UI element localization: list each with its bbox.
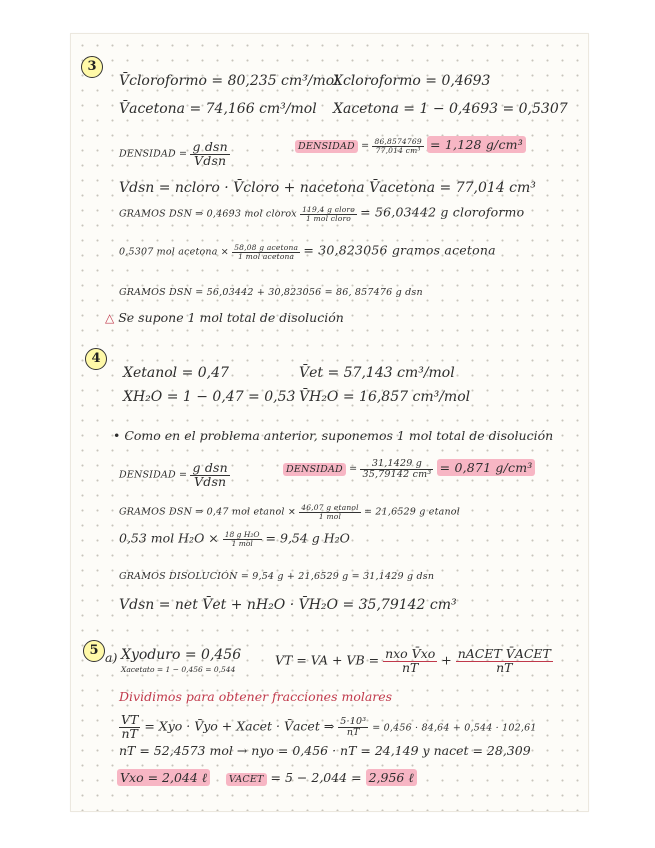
p5-x-acetato: Xacetato = 1 − 0,456 = 0,544 (121, 665, 236, 674)
p5-divide-note: Dividimos para obtener fracciones molares (119, 689, 393, 704)
p3-x-acetona: Xacetona = 1 − 0,4693 = 0,5307 (333, 101, 568, 117)
p4-gramos-total: GRAMOS DISOLUCIÓN = 9,54 g + 21,6529 g = 31,1429 g dsn (119, 571, 435, 582)
p5-vt-equation: VT = VA + VB = $\frac{\text{nxo V̄xo}}{nT}$ + $\frac{\text{nACET V̄ACET}}{nT}$ (275, 646, 551, 675)
problem-4-number: 4 (85, 348, 107, 370)
p3-density-result: DENSIDAD = $\frac{86,8574769}{\text{77,014 cm³}}$ = 1,128 g/cm³ (295, 138, 526, 154)
p3-gramos-cloroformo: GRAMOS DSN ⇒ 0,4693 mol clorox $\frac{\text{119,4 g cloro}}{\text{1 mol cloro}}$ = 56,03442 g cloroformo (119, 204, 525, 223)
p3-density-fraction: $\frac{\text{g dsn}}{\text{Vdsn}}$ (192, 139, 228, 168)
p5-molar-volume-eq: $\frac{VT}{nT}$ = Xyo · V̄yo + Xacet · V̄acet ⇒ $\frac{\text{5·10³}}{nT}$ = 0,456 · 84,64 + 0,544 · 102,61 (121, 712, 537, 741)
problem-5-number: 5 (83, 640, 105, 662)
p4-density-final-highlight: = 0,871 g/cm³ (437, 459, 536, 476)
p3-v-acetona: V̄acetona = 74,166 cm³/mol (119, 101, 317, 117)
p3-gramos-acetona: 0,5307 mol acetona × $\frac{\text{58,08 g acetona}}{\text{1 mol acetona}}$ = 30,823056 gramos acetona (119, 242, 496, 261)
p4-density-label-highlight: DENSIDAD (283, 463, 346, 476)
p4-v-h2o: V̄H₂O = 16,857 cm³/mol (299, 389, 471, 405)
p3-v-cloroformo: V̄cloroformo = 80,235 cm³/mol (119, 73, 339, 89)
problem-3-number: 3 (81, 56, 103, 78)
p3-gramos-total: GRAMOS DSN = 56,03442 + 30,823056 = 86, 857476 g dsn (119, 287, 423, 298)
p4-vdsn: Vdsn = net V̄et + nH₂O · V̄H₂O = 35,79142 cm³ (119, 597, 457, 613)
p3-vdsn: Vdsn = ncloro · V̄cloro + nacetona V̄acetona = 77,014 cm³ (119, 180, 536, 196)
p5-vacet-result-highlight: 2,956 ℓ (366, 769, 417, 786)
p4-density-formula: DENSIDAD = $\frac{\text{g dsn}}{\text{Vdsn}}$ (119, 460, 228, 489)
p4-gramos-etanol: GRAMOS DSN ⇒ 0,47 mol etanol × $\frac{\text{46,07 g etanol}}{\text{1 mol}}$ = 21,6529 g etanol (119, 503, 460, 521)
p4-v-etanol: V̄et = 57,143 cm³/mol (299, 365, 455, 381)
p3-density-value-fraction: $\frac{86,8574769}{\text{77,014 cm³}}$ (374, 137, 422, 155)
p5-vacet-label-highlight: VACET (226, 773, 267, 786)
p4-gramos-h2o: 0,53 mol H₂O × $\frac{\text{18 g H₂O}}{\text{1 mol}}$ = 9,54 g H₂O (119, 530, 350, 548)
p4-density-result: DENSIDAD = $\frac{31,1429 g}{\text{35,79142 cm³}}$ = 0,871 g/cm³ (283, 459, 535, 479)
p3-x-cloroformo: Xcloroformo = 0,4693 (333, 73, 491, 89)
p5-item-label: a) (105, 650, 118, 665)
p3-note: △ Se supone 1 mol total de disolución (105, 310, 344, 325)
notebook-page (70, 33, 589, 812)
p5-x-yoduro: Xyoduro = 0,456 (121, 647, 242, 663)
p5-moles: nT = 52,4573 mol → nyo = 0,456 · nT = 24,149 y nacet = 28,309 (119, 743, 531, 758)
p4-x-etanol: Xetanol = 0,47 (123, 365, 229, 381)
p5-results: Vxo = 2,044 ℓ VACET = 5 − 2,044 = 2,956 ℓ (117, 772, 417, 785)
p5-vxo-highlight: Vxo = 2,044 ℓ (117, 769, 210, 786)
p3-density-label-highlight: DENSIDAD (295, 140, 358, 153)
p3-density-final-highlight: = 1,128 g/cm³ (427, 136, 526, 153)
p4-x-h2o: XH₂O = 1 − 0,47 = 0,53 (123, 389, 296, 405)
p3-density-formula: DENSIDAD = $\frac{\text{g dsn}}{\text{Vdsn}}$ (119, 139, 228, 168)
p4-note: • Como en el problema anterior, suponemos 1 mol total de disolución (113, 428, 554, 443)
warning-icon: △ (105, 311, 115, 325)
